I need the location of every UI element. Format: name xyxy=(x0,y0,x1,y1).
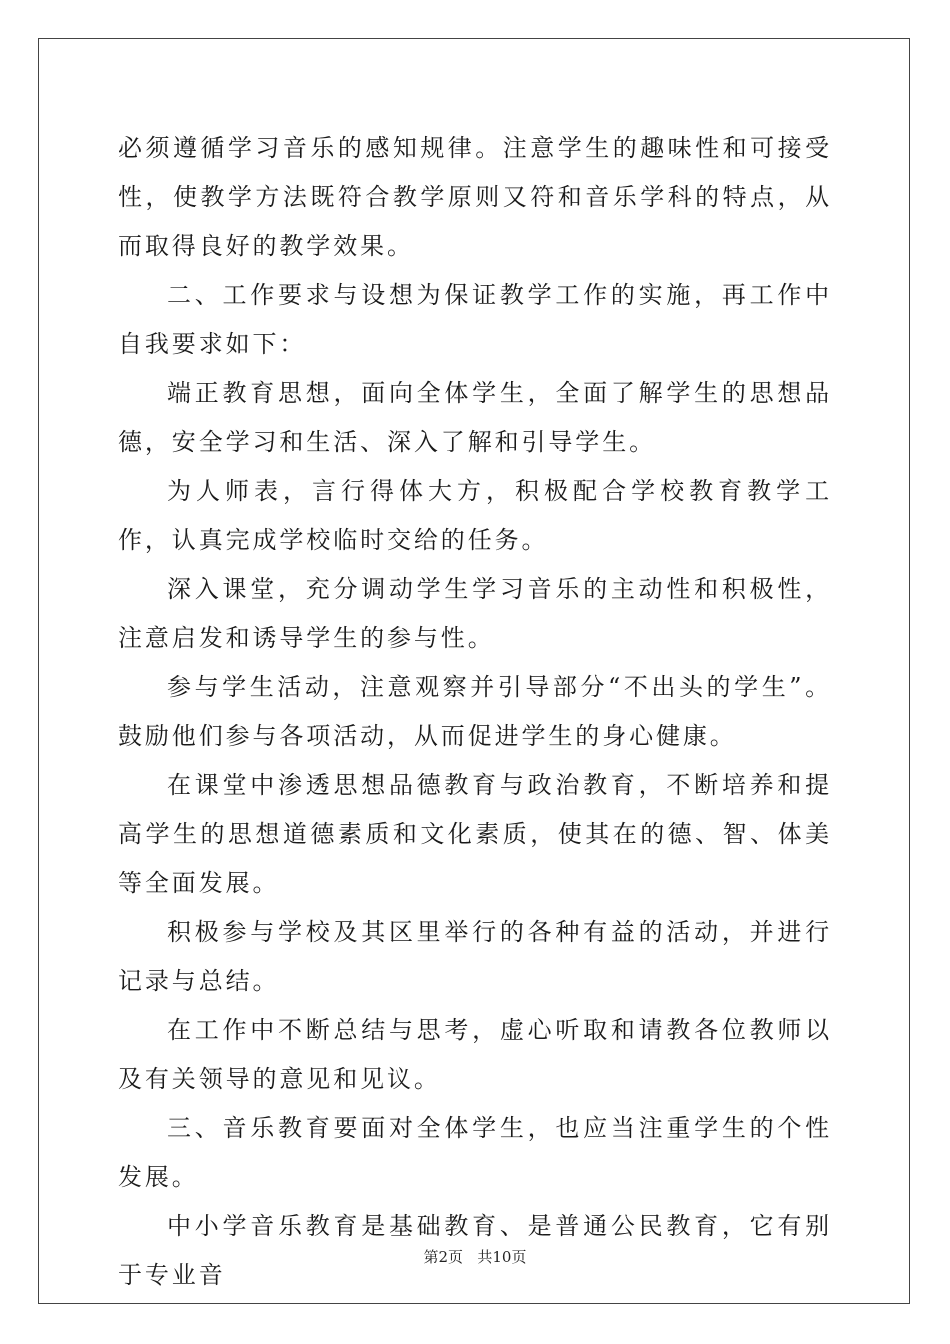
page-number: 第2页 xyxy=(423,1248,464,1266)
paragraph-11: 中小学音乐教育是基础教育、是普通公民教育，它有别于专业音 xyxy=(118,1212,832,1289)
document-body xyxy=(118,124,832,1300)
paragraph-4: 为人师表，言行得体大方，积极配合学校教育教学工作，认真完成学校临时交给的任务。 xyxy=(118,477,832,554)
total-pages: 共10页 xyxy=(477,1248,527,1266)
paragraph-7: 在课堂中渗透思想品德教育与政治教育，不断培养和提高学生的思想道德素质和文化素质，使其在的德、智、体美等全面发展。 xyxy=(118,771,832,897)
paragraph-6: 参与学生活动，注意观察并引导部分“不出头的学生”。鼓励他们参与各项活动，从而促进学生的身心健康。 xyxy=(118,673,832,750)
paragraph-9: 在工作中不断总结与思考，虚心听取和请教各位教师以及有关领导的意见和见议。 xyxy=(118,1016,832,1093)
paragraph-5: 深入课堂，充分调动学生学习音乐的主动性和积极性，注意启发和诱导学生的参与性。 xyxy=(118,575,832,652)
page-footer xyxy=(0,1246,950,1267)
paragraph-3: 端正教育思想，面向全体学生，全面了解学生的思想品德，安全学习和生活、深入了解和引导学生。 xyxy=(118,379,832,456)
paragraph-10: 三、音乐教育要面对全体学生，也应当注重学生的个性发展。 xyxy=(118,1114,832,1191)
paragraph-2: 二、工作要求与设想为保证教学工作的实施，再工作中自我要求如下： xyxy=(118,281,832,358)
paragraph-8: 积极参与学校及其区里举行的各种有益的活动，并进行记录与总结。 xyxy=(118,918,832,995)
paragraph-1: 必须遵循学习音乐的感知规律。注意学生的趣味性和可接受性，使教学方法既符合教学原则又符和音乐学科的特点，从而取得良好的教学效果。 xyxy=(118,134,832,260)
